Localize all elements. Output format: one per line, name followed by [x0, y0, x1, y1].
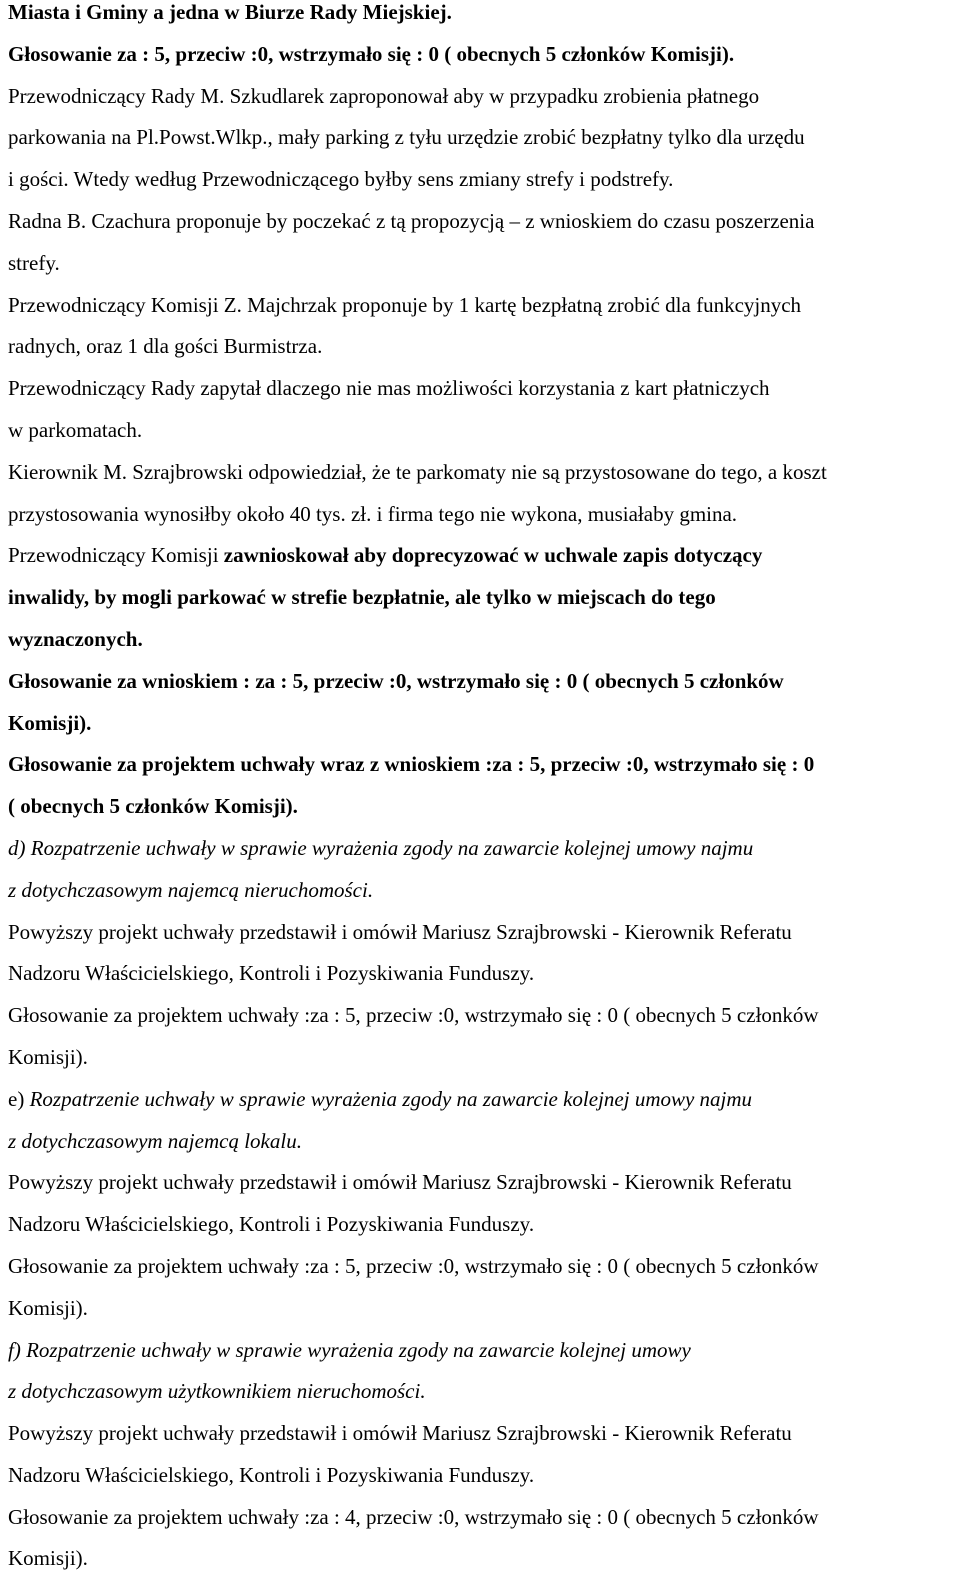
- text-run: Nadzoru Właścicielskiego, Kontroli i Pozyskiwania Funduszy.: [8, 1212, 535, 1237]
- text-line: [8, 326, 960, 368]
- text-line: [8, 1246, 960, 1288]
- text-line: [8, 870, 960, 912]
- text-line: [8, 1079, 960, 1121]
- text-line: [8, 76, 960, 118]
- text-line: [8, 995, 960, 1037]
- text-run: Głosowanie za projektem uchwały :za : 4, przeciw :0, wstrzymało się : 0 ( obecnych 5 członków: [8, 1504, 819, 1529]
- text-line: [8, 661, 960, 703]
- text-run: Nadzoru Właścicielskiego, Kontroli i Pozyskiwania Funduszy.: [8, 961, 535, 986]
- text-run: Komisji).: [8, 1295, 88, 1320]
- text-line: [8, 117, 960, 159]
- text-run: Przewodniczący Komisji Z. Majchrzak proponuje by 1 kartę bezpłatną zrobić dla funkcyjnych: [8, 292, 802, 317]
- text-line: [8, 1121, 960, 1163]
- text-run: Głosowanie za projektem uchwały :za : 5, przeciw :0, wstrzymało się : 0 ( obecnych 5 członków: [8, 1253, 819, 1278]
- text-line: [8, 285, 960, 327]
- text-line: [8, 34, 960, 76]
- text-line: [8, 1371, 960, 1413]
- text-run: Głosowanie za wnioskiem : za : 5, przeciw :0, wstrzymało się : 0 ( obecnych 5 członków: [8, 668, 784, 693]
- text-line: [8, 159, 960, 201]
- text-line: [8, 619, 960, 661]
- text-line: [8, 243, 960, 285]
- text-line: [8, 828, 960, 870]
- text-line: [8, 452, 960, 494]
- text-run: z dotychczasowym najemcą nieruchomości.: [8, 877, 374, 902]
- text-line: [8, 703, 960, 745]
- text-run: w parkomatach.: [8, 417, 143, 442]
- text-line: [8, 786, 960, 828]
- text-run: Powyższy projekt uchwały przedstawił i omówił Mariusz Szrajbrowski - Kierownik Referatu: [8, 1170, 792, 1195]
- text-line: [8, 368, 960, 410]
- text-run: Rozpatrzenie uchwały w sprawie wyrażenia zgody na zawarcie kolejnej umowy najmu: [29, 1086, 753, 1111]
- text-line: [8, 1330, 960, 1372]
- text-line: [8, 1288, 960, 1330]
- text-line: [8, 0, 960, 34]
- text-line: [8, 1037, 960, 1079]
- document-body: [8, 0, 960, 1580]
- text-run: Przewodniczący Rady zapytał dlaczego nie mas możliwości korzystania z kart płatniczych: [8, 376, 770, 401]
- text-run: parkowania na Pl.Powst.Wlkp., mały parking z tyłu urzędzie zrobić bezpłatny tylko dla urzędu: [8, 125, 805, 150]
- text-line: [8, 201, 960, 243]
- text-line: [8, 410, 960, 452]
- text-run: Miasta i Gminy a jedna w Biurze Rady Miejskiej.: [8, 0, 452, 24]
- text-line: [8, 577, 960, 619]
- text-run: Powyższy projekt uchwały przedstawił i omówił Mariusz Szrajbrowski - Kierownik Referatu: [8, 1421, 792, 1446]
- text-line: [8, 1413, 960, 1455]
- text-line: [8, 912, 960, 954]
- text-line: [8, 1204, 960, 1246]
- text-run: Kierownik M. Szrajbrowski odpowiedział, że te parkomaty nie są przystosowane do tego, a koszt: [8, 459, 827, 484]
- text-run: wyznaczonych.: [8, 626, 143, 651]
- text-line: [8, 1497, 960, 1539]
- text-line: [8, 744, 960, 786]
- text-run: Radna B. Czachura proponuje by poczekać z tą propozycją – z wnioskiem do czasu poszerzenia: [8, 208, 815, 233]
- text-run: inwalidy, by mogli parkować w strefie bezpłatnie, ale tylko w miejscach do tego: [8, 585, 716, 610]
- text-run: Komisji).: [8, 1044, 88, 1069]
- text-run: zawnioskował aby doprecyzować w uchwale zapis dotyczący: [223, 543, 763, 568]
- text-run: Powyższy projekt uchwały przedstawił i omówił Mariusz Szrajbrowski - Kierownik Referatu: [8, 919, 792, 944]
- text-run: Głosowanie za : 5, przeciw :0, wstrzymało się : 0 ( obecnych 5 członków Komisji).: [8, 41, 735, 66]
- text-run: ( obecnych 5 członków Komisji).: [8, 794, 298, 819]
- text-run: strefy.: [8, 250, 60, 275]
- text-line: [8, 953, 960, 995]
- text-line: [8, 1162, 960, 1204]
- text-line: [8, 1538, 960, 1580]
- text-line: [8, 1455, 960, 1497]
- text-line: [8, 535, 960, 577]
- text-run: Przewodniczący Rady M. Szkudlarek zaproponował aby w przypadku zrobienia płatnego: [8, 83, 760, 108]
- text-run: e): [8, 1086, 30, 1111]
- text-run: przystosowania wynosiłby około 40 tys. zł. i firma tego nie wykona, musiałaby gmina.: [8, 501, 738, 526]
- text-run: i gości. Wtedy według Przewodniczącego byłby sens zmiany strefy i podstrefy.: [8, 167, 674, 192]
- text-run: f) Rozpatrzenie uchwały w sprawie wyrażenia zgody na zawarcie kolejnej umowy: [8, 1337, 691, 1362]
- text-run: Komisji).: [8, 1546, 88, 1571]
- text-run: Przewodniczący Komisji: [8, 543, 224, 568]
- text-run: z dotychczasowym użytkownikiem nieruchomości.: [8, 1379, 426, 1404]
- text-run: Głosowanie za projektem uchwały wraz z wnioskiem :za : 5, przeciw :0, wstrzymało się : 0: [8, 752, 815, 777]
- text-run: Komisji).: [8, 710, 92, 735]
- text-run: z dotychczasowym najemcą lokalu.: [8, 1128, 302, 1153]
- text-run: Głosowanie za projektem uchwały :za : 5, przeciw :0, wstrzymało się : 0 ( obecnych 5 członków: [8, 1003, 819, 1028]
- text-run: Nadzoru Właścicielskiego, Kontroli i Pozyskiwania Funduszy.: [8, 1462, 535, 1487]
- text-run: d) Rozpatrzenie uchwały w sprawie wyrażenia zgody na zawarcie kolejnej umowy najmu: [8, 835, 754, 860]
- text-run: radnych, oraz 1 dla gości Burmistrza.: [8, 334, 323, 359]
- text-line: [8, 494, 960, 536]
